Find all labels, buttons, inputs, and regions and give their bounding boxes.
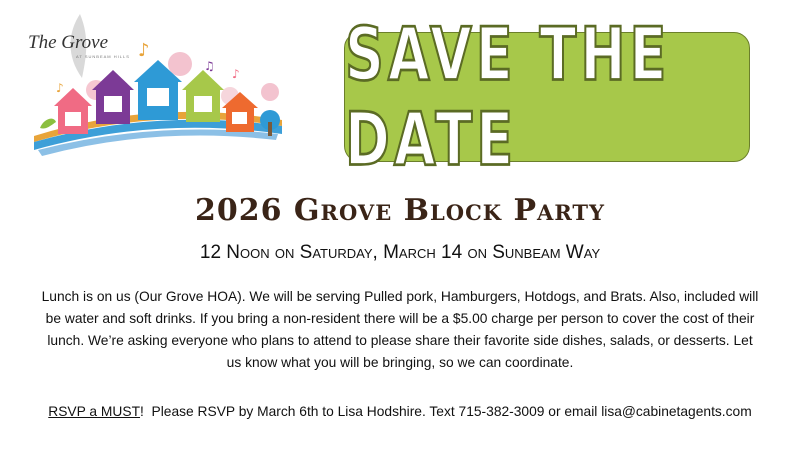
rsvp-must: RSVP a MUST — [48, 404, 141, 419]
svg-text:♫: ♫ — [204, 59, 215, 73]
rsvp-line — [0, 404, 800, 419]
event-description: Lunch is on us (Our Grove HOA). We will be serving Pulled pork, Hamburgers, Hotdogs, and Brats. Also, included will be water and soft drinks. If you bring a non-resident there will be a $5.00 charge per person to cover the cost of their lunch. We’re asking everyone who plans to attend to please share their favorite side dishes, salads, or desserts. Let us know what you will be bringing, so we can coordinate. — [41, 289, 759, 370]
event-headline: 2026 Grove Block Party — [194, 193, 606, 228]
rsvp-details: Please RSVP by March 6th to Lisa Hodshire. Text 715-382-3009 or email lisa@cabinetagents.com — [143, 404, 752, 419]
grove-logo — [20, 8, 290, 168]
logo-subtitle: AT SUNBEAM HILLS — [76, 54, 130, 59]
event-subhead: 12 Noon on Saturday, March 14 on Sunbeam Way — [199, 242, 601, 263]
logo-title: The Grove — [28, 32, 109, 53]
save-the-date-text: SAVE THE DATE — [345, 11, 671, 183]
svg-text:♪: ♪ — [232, 67, 240, 81]
save-the-date-banner — [344, 11, 750, 183]
svg-text:♪: ♪ — [138, 40, 150, 61]
rsvp-exclaim: ! — [140, 404, 144, 419]
svg-text:♪: ♪ — [56, 81, 64, 95]
